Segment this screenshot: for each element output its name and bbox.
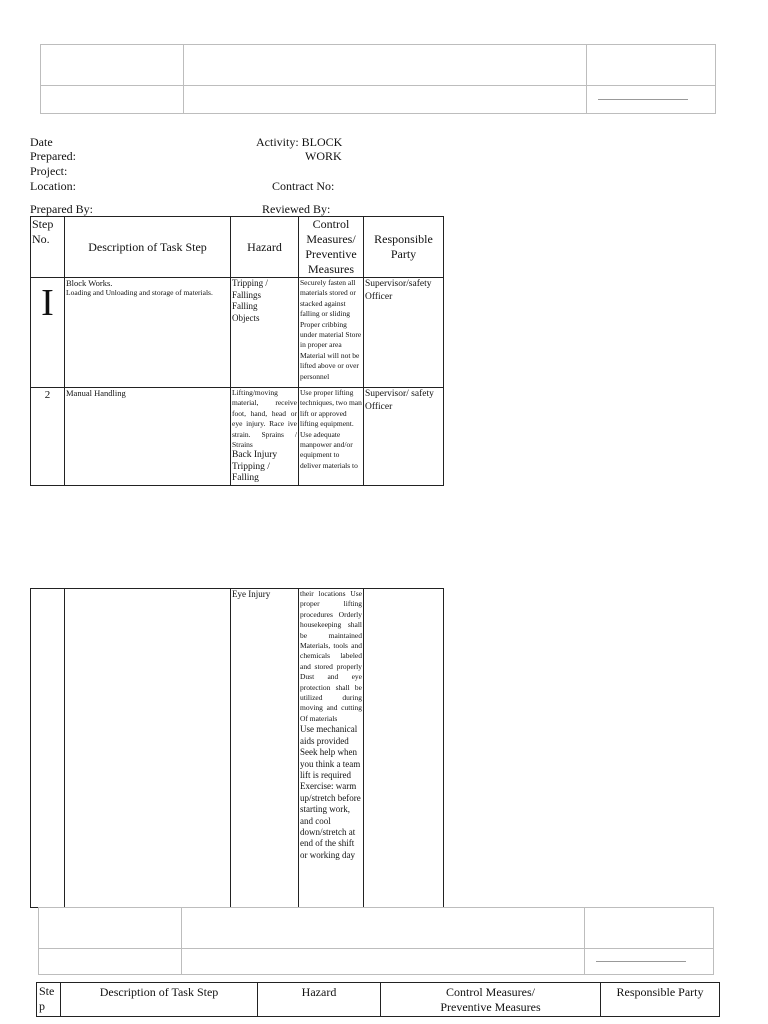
row2-hazard-line: Back Injury [232, 450, 278, 461]
row2-description: Manual Handling [65, 388, 231, 486]
cont-description [65, 589, 231, 908]
risk-assessment-table-2 [36, 982, 720, 1017]
header-hazard: Hazard [231, 217, 299, 278]
row1-responsible: Supervisor/safety Officer [364, 278, 444, 388]
risk-assessment-table [30, 216, 444, 486]
t2-header-responsible: Responsible Party [601, 983, 720, 1017]
reviewed-by-label: Reviewed By: [262, 202, 331, 216]
cont-responsible [364, 589, 444, 908]
row1-hazard-line: Objects [232, 312, 260, 323]
row1-hazard-line: Tripping / Fallings [232, 278, 268, 300]
activity-label-cont: WORK [305, 149, 342, 163]
header-description: Description of Task Step [65, 217, 231, 278]
prepared-label: Prepared: [30, 149, 76, 163]
row1-control: Securely fasten all materials stored or stacked against falling or sliding Proper cribbing under material Store in proper area Material will not be lifted above or over personnel [299, 278, 364, 388]
t2-header-description: Description of Task Step [61, 983, 258, 1017]
cont-control-small: their locations Use proper lifting procedures Orderly housekeeping shall be maintained Materials, tools and chemicals labeled and stored properly Dust and eye protection shall be utilized during moving and cutting Of materials [300, 589, 362, 723]
header-cell [587, 45, 716, 86]
row2-control: Use proper lifting techniques, two man lift or approved lifting equipment. Use adequate manpower and/or equipment to deliver materials to [299, 388, 364, 486]
t2-header-control-line: Control Measures/ [446, 985, 535, 999]
row1-hazard [231, 278, 299, 388]
row1-desc-title: Block Works. [66, 278, 113, 288]
header-control: Control Measures/ Preventive Measures [299, 217, 364, 278]
header-cell [39, 908, 182, 949]
row2-responsible: Supervisor/ safety Officer [364, 388, 444, 486]
cont-control [299, 589, 364, 908]
row2-step: 2 [31, 388, 65, 486]
activity-label: Activity: BLOCK [256, 135, 343, 149]
row1-desc-detail: Loading and Unloading and storage of materials. [66, 288, 213, 298]
header-cell [182, 908, 585, 949]
row1-step: I [31, 278, 65, 388]
header-cell [184, 86, 587, 114]
header-cell [182, 949, 585, 975]
t2-header-control-line: Preventive Measures [440, 1000, 541, 1014]
project-label: Project: [30, 164, 68, 178]
header-cell [41, 45, 184, 86]
t2-header-hazard: Hazard [258, 983, 381, 1017]
header-cell [39, 949, 182, 975]
row2-hazard-text: Lifting/moving material, receive foot, hand, head or eye injury. Race ive strain. Sprains / Strains [232, 388, 297, 450]
continuation-table [30, 588, 444, 908]
t2-header-step: Ste p [37, 983, 61, 1017]
t2-header-control [381, 983, 601, 1017]
header-box-bottom [38, 907, 714, 975]
location-label: Location: [30, 179, 76, 193]
header-responsible: Responsible Party [364, 217, 444, 278]
header-step: Step No. [31, 217, 65, 278]
header-cell [585, 949, 714, 975]
header-cell [184, 45, 587, 86]
row2-hazard-line: Tripping / Falling [232, 461, 270, 484]
row1-description [65, 278, 231, 388]
header-cell [41, 86, 184, 114]
prepared-by-label: Prepared By: [30, 202, 93, 216]
contract-label: Contract No: [272, 179, 335, 193]
cont-control-large: Use mechanical aids provided Seek help when you think a team lift is required Exercise: warm up/stretch before starting work, and cool down/stretch at end of the shift or working day [300, 724, 361, 860]
header-cell [587, 86, 716, 114]
row2-hazard [231, 388, 299, 486]
date-label: Date [30, 135, 53, 149]
header-cell [585, 908, 714, 949]
header-dash [596, 961, 686, 962]
header-dash [598, 99, 688, 100]
header-box-top [40, 44, 716, 114]
cont-step [31, 589, 65, 908]
row1-hazard-line: Falling [232, 301, 258, 311]
cont-hazard: Eye Injury [231, 589, 299, 908]
